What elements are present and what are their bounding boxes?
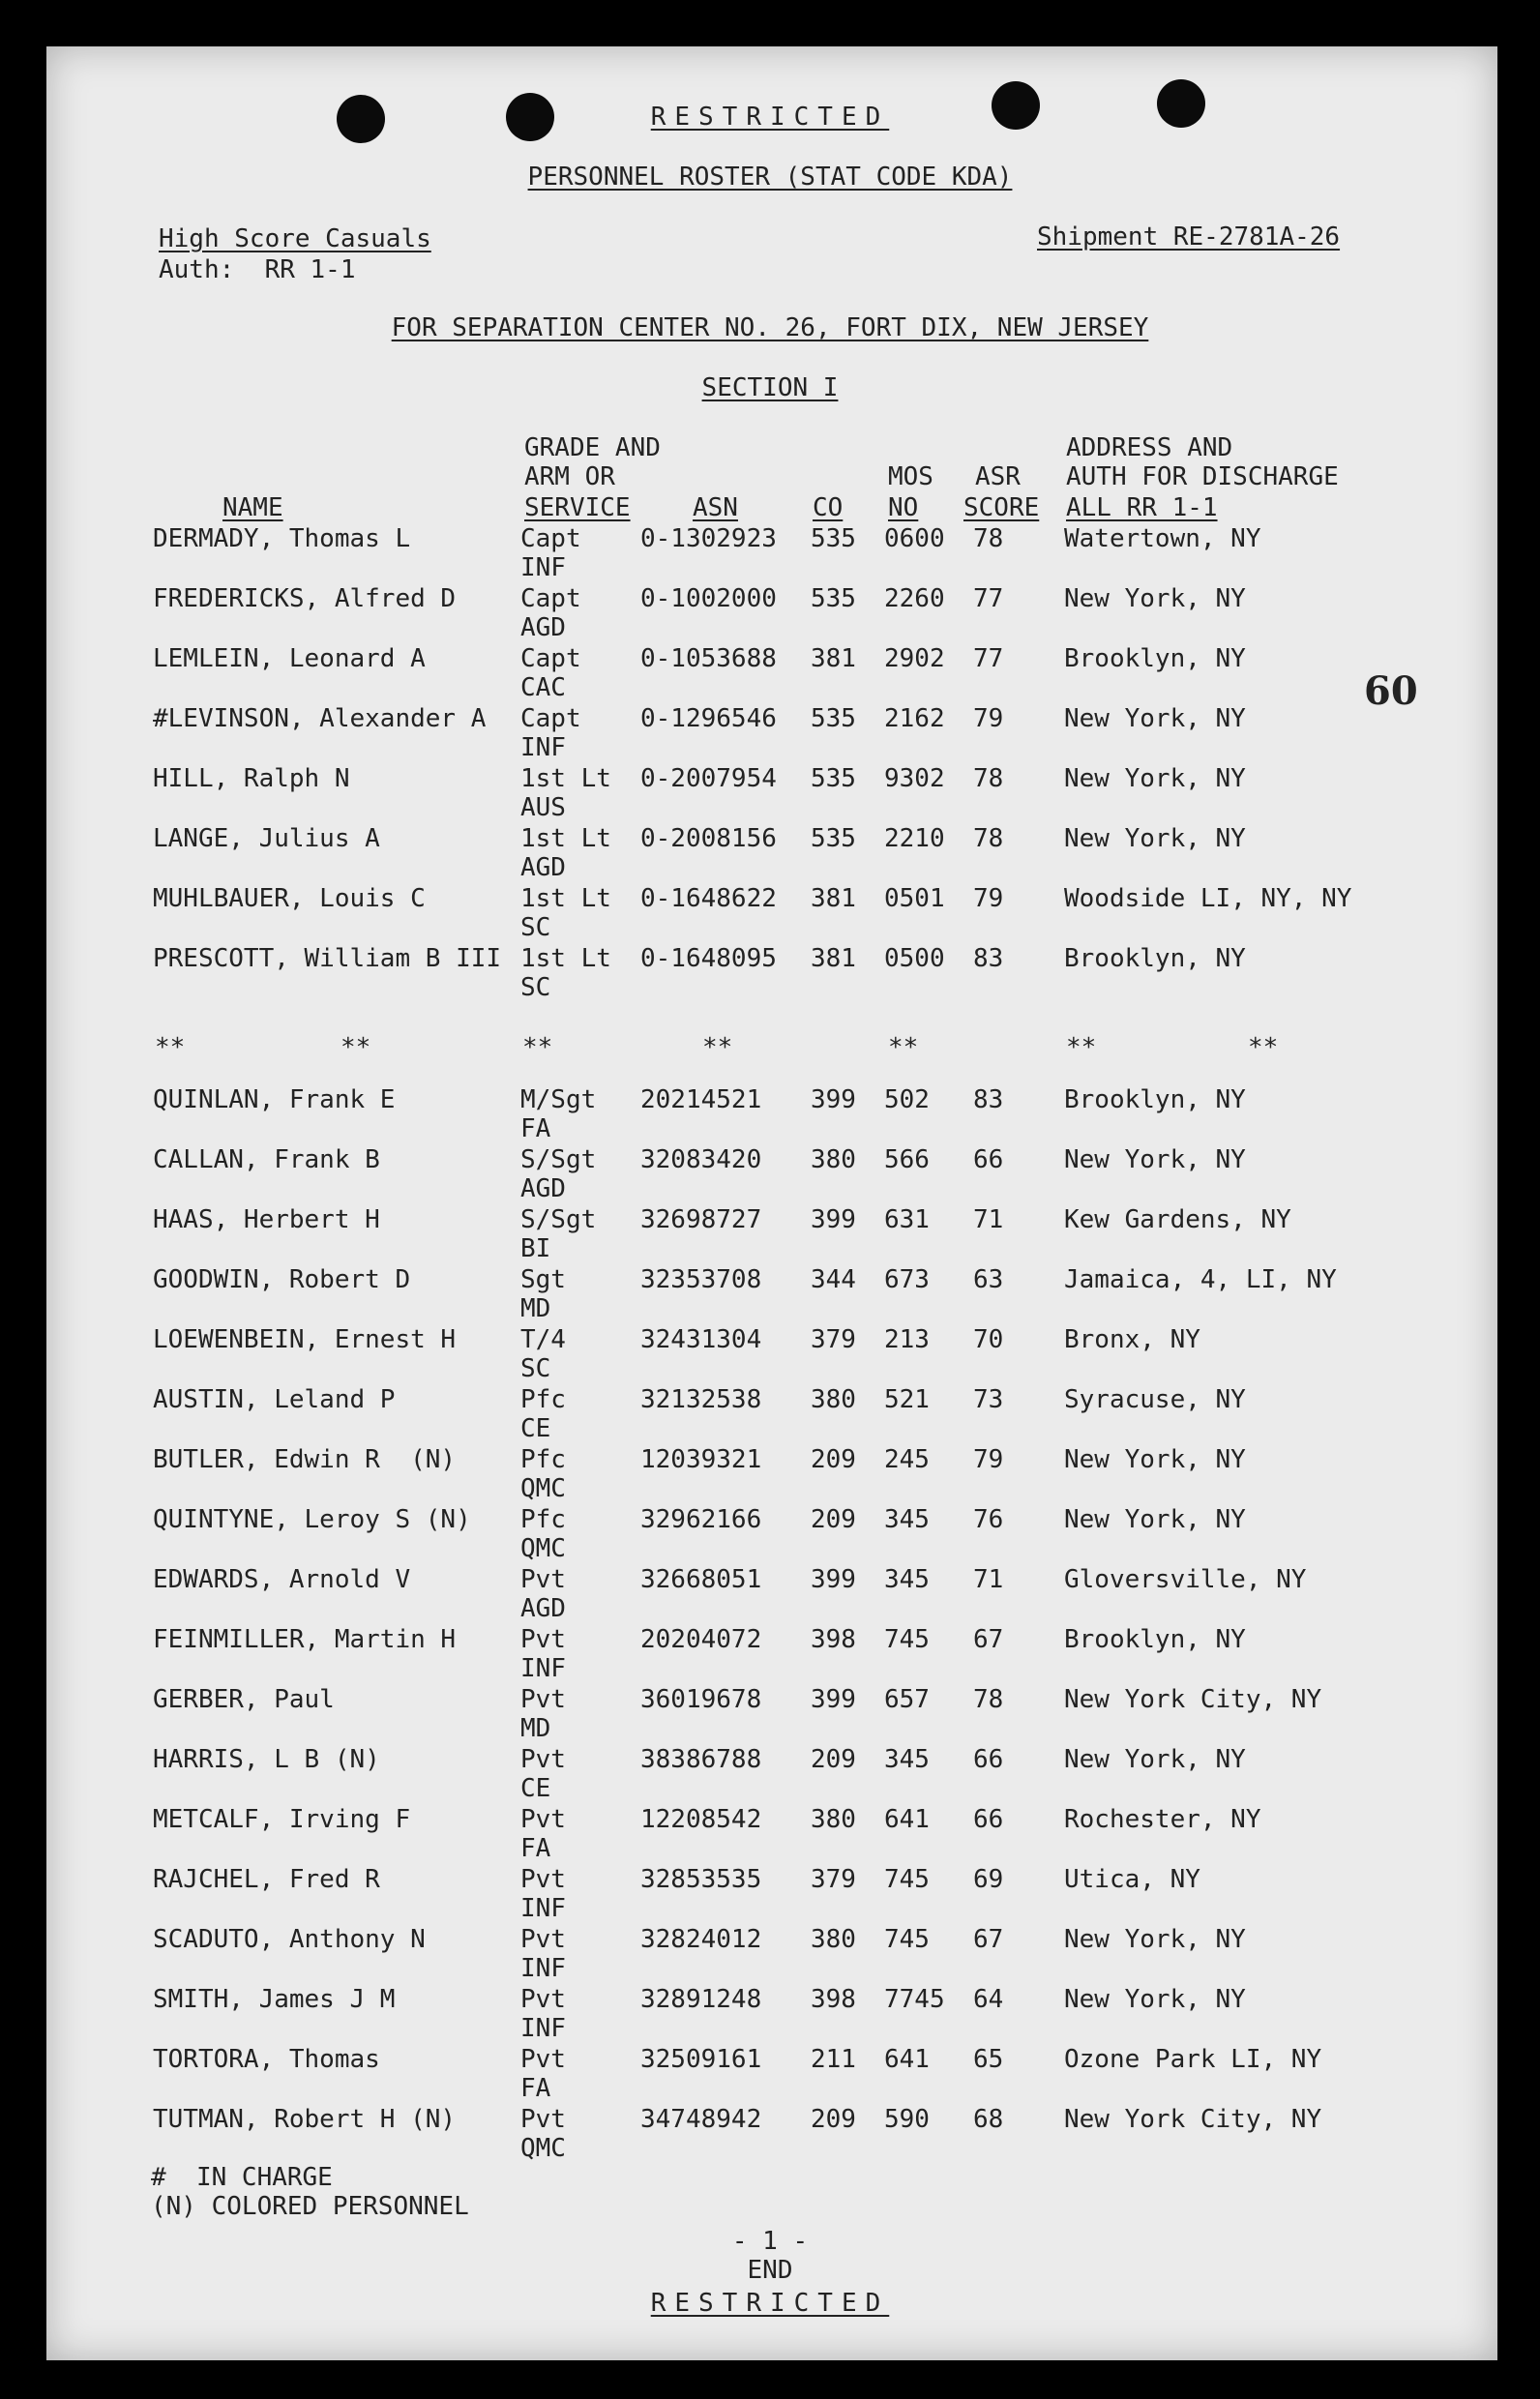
roster-title: PERSONNEL ROSTER (STAT CODE KDA) bbox=[527, 163, 1013, 192]
cell-arm: SC bbox=[520, 973, 551, 1002]
roster-row bbox=[0, 824, 1540, 884]
cell-mos: 345 bbox=[884, 1505, 930, 1534]
roster-row bbox=[0, 1745, 1540, 1805]
cell-grade: Pvt bbox=[520, 1925, 566, 1954]
roster-row bbox=[0, 1325, 1540, 1385]
cell-mos: 245 bbox=[884, 1445, 930, 1474]
cell-grade: T/4 bbox=[520, 1325, 566, 1354]
cell-co: 535 bbox=[811, 524, 856, 553]
cell-asr: 79 bbox=[973, 1445, 1004, 1474]
cell-mos: 590 bbox=[884, 2105, 930, 2134]
cell-arm: CE bbox=[520, 1774, 551, 1803]
cell-co: 209 bbox=[811, 1445, 856, 1474]
cell-address: Ozone Park LI, NY bbox=[1064, 2045, 1322, 2074]
cell-grade: Capt bbox=[520, 584, 581, 613]
cell-co: 399 bbox=[811, 1085, 856, 1114]
cell-asn: 0-1302923 bbox=[640, 524, 777, 553]
separator-mark: ** bbox=[522, 1033, 553, 1062]
cell-mos: 0501 bbox=[884, 884, 945, 913]
roster-row bbox=[0, 944, 1540, 1004]
cell-address: Rochester, NY bbox=[1064, 1805, 1261, 1834]
cell-grade: Pvt bbox=[520, 1865, 566, 1894]
cell-address: Bronx, NY bbox=[1064, 1325, 1200, 1354]
roster-row bbox=[0, 1505, 1540, 1565]
roster-row bbox=[0, 1445, 1540, 1505]
cell-asn: 0-2008156 bbox=[640, 824, 777, 853]
cell-grade: 1st Lt bbox=[520, 764, 611, 793]
cell-asn: 0-1648622 bbox=[640, 884, 777, 913]
cell-mos: 745 bbox=[884, 1625, 930, 1654]
cell-address: New York, NY bbox=[1064, 824, 1246, 853]
cell-name: MUHLBAUER, Louis C bbox=[153, 884, 426, 913]
cell-asr: 66 bbox=[973, 1145, 1004, 1174]
cell-co: 209 bbox=[811, 2105, 856, 2134]
cell-address: Brooklyn, NY bbox=[1064, 944, 1246, 973]
cell-grade: Pvt bbox=[520, 1805, 566, 1834]
roster-row bbox=[0, 1385, 1540, 1445]
cell-name: METCALF, Irving F bbox=[153, 1805, 411, 1834]
cell-asn: 20204072 bbox=[640, 1625, 762, 1654]
cell-asr: 67 bbox=[973, 1925, 1004, 1954]
cell-co: 380 bbox=[811, 1145, 856, 1174]
cell-arm: CE bbox=[520, 1414, 551, 1443]
roster-row bbox=[0, 1205, 1540, 1265]
cell-co: 380 bbox=[811, 1805, 856, 1834]
cell-mos: 0500 bbox=[884, 944, 945, 973]
roster-row bbox=[0, 1085, 1540, 1145]
cell-arm: QMC bbox=[520, 1534, 566, 1563]
col-grade-1: GRADE AND bbox=[524, 433, 661, 462]
col-asr-2: SCORE bbox=[963, 493, 1040, 522]
cell-asn: 32853535 bbox=[640, 1865, 762, 1894]
cell-asr: 65 bbox=[973, 2045, 1004, 2074]
page-mark: 60 bbox=[1364, 668, 1418, 714]
cell-asr: 67 bbox=[973, 1625, 1004, 1654]
roster-row bbox=[0, 524, 1540, 584]
cell-mos: 345 bbox=[884, 1565, 930, 1594]
cell-arm: INF bbox=[520, 1654, 566, 1683]
cell-name: CALLAN, Frank B bbox=[153, 1145, 380, 1174]
cell-asn: 32668051 bbox=[640, 1565, 762, 1594]
cell-mos: 673 bbox=[884, 1265, 930, 1294]
cell-co: 379 bbox=[811, 1865, 856, 1894]
roster-row bbox=[0, 1865, 1540, 1925]
cell-address: Brooklyn, NY bbox=[1064, 644, 1246, 673]
col-mos-1: MOS bbox=[888, 462, 933, 491]
roster-authority: Auth: RR 1-1 bbox=[159, 255, 356, 284]
cell-asr: 78 bbox=[973, 824, 1004, 853]
cell-asr: 71 bbox=[973, 1205, 1004, 1234]
cell-asn: 32698727 bbox=[640, 1205, 762, 1234]
cell-arm: SC bbox=[520, 1354, 551, 1383]
cell-grade: M/Sgt bbox=[520, 1085, 597, 1114]
col-grade-2: ARM OR bbox=[524, 462, 615, 491]
cell-mos: 502 bbox=[884, 1085, 930, 1114]
cell-co: 535 bbox=[811, 704, 856, 733]
cell-asn: 32431304 bbox=[640, 1325, 762, 1354]
cell-arm: BI bbox=[520, 1234, 551, 1263]
cell-name: LANGE, Julius A bbox=[153, 824, 380, 853]
cell-asn: 32132538 bbox=[640, 1385, 762, 1414]
cell-grade: Pvt bbox=[520, 1685, 566, 1714]
cell-arm: FA bbox=[520, 2074, 551, 2103]
cell-asn: 38386788 bbox=[640, 1745, 762, 1774]
cell-name: HILL, Ralph N bbox=[153, 764, 350, 793]
cell-arm: FA bbox=[520, 1834, 551, 1863]
cell-grade: 1st Lt bbox=[520, 824, 611, 853]
classification-top: RESTRICTED bbox=[650, 103, 890, 132]
cell-asr: 77 bbox=[973, 644, 1004, 673]
col-asn: ASN bbox=[693, 493, 738, 522]
roster-row bbox=[0, 704, 1540, 764]
cell-name: RAJCHEL, Fred R bbox=[153, 1865, 380, 1894]
cell-arm: QMC bbox=[520, 1474, 566, 1503]
cell-mos: 521 bbox=[884, 1385, 930, 1414]
cell-co: 381 bbox=[811, 644, 856, 673]
cell-name: #LEVINSON, Alexander A bbox=[153, 704, 487, 733]
classification-bottom: RESTRICTED bbox=[650, 2289, 890, 2318]
cell-arm: SC bbox=[520, 913, 551, 942]
cell-address: Jamaica, 4, LI, NY bbox=[1064, 1265, 1337, 1294]
roster-row bbox=[0, 2045, 1540, 2105]
cell-asn: 32891248 bbox=[640, 1985, 762, 2014]
cell-co: 535 bbox=[811, 764, 856, 793]
cell-mos: 0600 bbox=[884, 524, 945, 553]
cell-asn: 36019678 bbox=[640, 1685, 762, 1714]
cell-asr: 63 bbox=[973, 1265, 1004, 1294]
cell-asr: 83 bbox=[973, 944, 1004, 973]
cell-address: Gloversville, NY bbox=[1064, 1565, 1307, 1594]
cell-asn: 32353708 bbox=[640, 1265, 762, 1294]
roster-row bbox=[0, 764, 1540, 824]
cell-mos: 345 bbox=[884, 1745, 930, 1774]
cell-asr: 68 bbox=[973, 2105, 1004, 2134]
cell-name: EDWARDS, Arnold V bbox=[153, 1565, 411, 1594]
cell-name: HARRIS, L B (N) bbox=[153, 1745, 380, 1774]
cell-grade: Capt bbox=[520, 524, 581, 553]
cell-name: HAAS, Herbert H bbox=[153, 1205, 380, 1234]
cell-asn: 0-1648095 bbox=[640, 944, 777, 973]
cell-address: New York, NY bbox=[1064, 1925, 1246, 1954]
cell-asr: 78 bbox=[973, 524, 1004, 553]
cell-grade: Capt bbox=[520, 644, 581, 673]
cell-co: 535 bbox=[811, 584, 856, 613]
cell-arm: INF bbox=[520, 1894, 566, 1923]
cell-asn: 32083420 bbox=[640, 1145, 762, 1174]
page-number: - 1 - bbox=[731, 2227, 809, 2256]
col-addr-2: AUTH FOR DISCHARGE bbox=[1066, 462, 1339, 491]
separator-mark: ** bbox=[341, 1033, 371, 1062]
footnote-colored: (N) COLORED PERSONNEL bbox=[151, 2192, 469, 2221]
cell-co: 399 bbox=[811, 1565, 856, 1594]
cell-address: New York, NY bbox=[1064, 704, 1246, 733]
cell-arm: INF bbox=[520, 1954, 566, 1983]
cell-arm: QMC bbox=[520, 2134, 566, 2163]
cell-grade: Pvt bbox=[520, 1565, 566, 1594]
cell-co: 381 bbox=[811, 884, 856, 913]
cell-grade: Pfc bbox=[520, 1385, 566, 1414]
separator-mark: ** bbox=[888, 1033, 919, 1062]
cell-grade: Pfc bbox=[520, 1505, 566, 1534]
roster-row bbox=[0, 2105, 1540, 2165]
col-asr-1: ASR bbox=[975, 462, 1021, 491]
col-grade-3: SERVICE bbox=[524, 493, 631, 522]
cell-name: LEMLEIN, Leonard A bbox=[153, 644, 426, 673]
col-mos-2: NO bbox=[888, 493, 919, 522]
cell-arm: INF bbox=[520, 553, 566, 582]
end-mark: END bbox=[747, 2256, 793, 2285]
cell-address: Brooklyn, NY bbox=[1064, 1625, 1246, 1654]
cell-mos: 745 bbox=[884, 1925, 930, 1954]
cell-address: New York City, NY bbox=[1064, 2105, 1322, 2134]
cell-grade: Pvt bbox=[520, 1745, 566, 1774]
cell-asr: 73 bbox=[973, 1385, 1004, 1414]
cell-arm: AUS bbox=[520, 793, 566, 822]
cell-name: GERBER, Paul bbox=[153, 1685, 335, 1714]
separator-mark: ** bbox=[1248, 1033, 1279, 1062]
footnote-in-charge: # IN CHARGE bbox=[151, 2163, 333, 2192]
cell-asr: 79 bbox=[973, 884, 1004, 913]
cell-asr: 71 bbox=[973, 1565, 1004, 1594]
separator-mark: ** bbox=[1066, 1033, 1097, 1062]
cell-grade: S/Sgt bbox=[520, 1205, 597, 1234]
cell-asr: 78 bbox=[973, 1685, 1004, 1714]
cell-arm: MD bbox=[520, 1714, 551, 1743]
cell-name: TORTORA, Thomas bbox=[153, 2045, 380, 2074]
cell-co: 380 bbox=[811, 1385, 856, 1414]
roster-row bbox=[0, 1985, 1540, 2045]
roster-row bbox=[0, 884, 1540, 944]
cell-mos: 641 bbox=[884, 2045, 930, 2074]
roster-row bbox=[0, 584, 1540, 644]
cell-co: 209 bbox=[811, 1505, 856, 1534]
cell-co: 535 bbox=[811, 824, 856, 853]
cell-asn: 12208542 bbox=[640, 1805, 762, 1834]
cell-co: 399 bbox=[811, 1685, 856, 1714]
cell-mos: 631 bbox=[884, 1205, 930, 1234]
cell-co: 379 bbox=[811, 1325, 856, 1354]
cell-mos: 9302 bbox=[884, 764, 945, 793]
cell-co: 209 bbox=[811, 1745, 856, 1774]
cell-co: 211 bbox=[811, 2045, 856, 2074]
cell-grade: S/Sgt bbox=[520, 1145, 597, 1174]
cell-mos: 213 bbox=[884, 1325, 930, 1354]
cell-name: TUTMAN, Robert H (N) bbox=[153, 2105, 457, 2134]
cell-mos: 641 bbox=[884, 1805, 930, 1834]
cell-asr: 76 bbox=[973, 1505, 1004, 1534]
cell-name: LOEWENBEIN, Ernest H bbox=[153, 1325, 457, 1354]
cell-asn: 32509161 bbox=[640, 2045, 762, 2074]
cell-asn: 32962166 bbox=[640, 1505, 762, 1534]
cell-asr: 69 bbox=[973, 1865, 1004, 1894]
cell-mos: 7745 bbox=[884, 1985, 945, 2014]
roster-group: High Score Casuals bbox=[159, 224, 431, 253]
cell-grade: 1st Lt bbox=[520, 944, 611, 973]
cell-address: Syracuse, NY bbox=[1064, 1385, 1246, 1414]
col-name: NAME bbox=[222, 493, 283, 522]
col-addr-3: ALL RR 1-1 bbox=[1066, 493, 1218, 522]
cell-grade: Pfc bbox=[520, 1445, 566, 1474]
cell-address: New York, NY bbox=[1064, 1145, 1246, 1174]
cell-name: FREDERICKS, Alfred D bbox=[153, 584, 457, 613]
roster-row bbox=[0, 1625, 1540, 1685]
cell-mos: 2902 bbox=[884, 644, 945, 673]
destination: FOR SEPARATION CENTER NO. 26, FORT DIX, NEW JERSEY bbox=[391, 313, 1149, 342]
cell-arm: MD bbox=[520, 1294, 551, 1323]
cell-co: 398 bbox=[811, 1625, 856, 1654]
cell-arm: AGD bbox=[520, 613, 566, 642]
cell-address: New York, NY bbox=[1064, 764, 1246, 793]
cell-arm: CAC bbox=[520, 673, 566, 702]
cell-name: QUINTYNE, Leroy S (N) bbox=[153, 1505, 471, 1534]
cell-address: Kew Gardens, NY bbox=[1064, 1205, 1291, 1234]
cell-asn: 34748942 bbox=[640, 2105, 762, 2134]
roster-row bbox=[0, 1265, 1540, 1325]
shipment-number: Shipment RE-2781A-26 bbox=[1037, 222, 1341, 252]
roster-row bbox=[0, 1565, 1540, 1625]
cell-asn: 0-2007954 bbox=[640, 764, 777, 793]
roster-row bbox=[0, 1805, 1540, 1865]
cell-co: 380 bbox=[811, 1925, 856, 1954]
roster-row bbox=[0, 1925, 1540, 1985]
cell-name: BUTLER, Edwin R (N) bbox=[153, 1445, 457, 1474]
cell-address: New York, NY bbox=[1064, 1445, 1246, 1474]
cell-co: 381 bbox=[811, 944, 856, 973]
cell-name: PRESCOTT, William B III bbox=[153, 944, 502, 973]
cell-name: SCADUTO, Anthony N bbox=[153, 1925, 426, 1954]
col-co: CO bbox=[813, 493, 844, 522]
col-addr-1: ADDRESS AND bbox=[1066, 433, 1233, 462]
cell-grade: Capt bbox=[520, 704, 581, 733]
cell-grade: Pvt bbox=[520, 1625, 566, 1654]
cell-name: AUSTIN, Leland P bbox=[153, 1385, 396, 1414]
separator-mark: ** bbox=[702, 1033, 733, 1062]
cell-arm: INF bbox=[520, 733, 566, 762]
cell-arm: INF bbox=[520, 2014, 566, 2043]
cell-address: Utica, NY bbox=[1064, 1865, 1200, 1894]
cell-address: New York, NY bbox=[1064, 584, 1246, 613]
cell-asr: 77 bbox=[973, 584, 1004, 613]
section-heading: SECTION I bbox=[701, 373, 839, 402]
cell-arm: AGD bbox=[520, 853, 566, 882]
cell-name: DERMADY, Thomas L bbox=[153, 524, 411, 553]
cell-asr: 70 bbox=[973, 1325, 1004, 1354]
roster-row bbox=[0, 1145, 1540, 1205]
roster-row bbox=[0, 644, 1540, 714]
cell-arm: FA bbox=[520, 1114, 551, 1143]
cell-address: New York, NY bbox=[1064, 1505, 1246, 1534]
cell-asr: 83 bbox=[973, 1085, 1004, 1114]
cell-address: Woodside LI, NY, NY bbox=[1064, 884, 1352, 913]
cell-grade: Pvt bbox=[520, 2105, 566, 2134]
cell-mos: 745 bbox=[884, 1865, 930, 1894]
cell-address: New York City, NY bbox=[1064, 1685, 1322, 1714]
cell-asr: 78 bbox=[973, 764, 1004, 793]
cell-grade: Pvt bbox=[520, 2045, 566, 2074]
cell-arm: AGD bbox=[520, 1174, 566, 1203]
cell-asr: 66 bbox=[973, 1805, 1004, 1834]
cell-arm: AGD bbox=[520, 1594, 566, 1623]
cell-co: 399 bbox=[811, 1205, 856, 1234]
cell-name: GOODWIN, Robert D bbox=[153, 1265, 411, 1294]
cell-address: New York, NY bbox=[1064, 1745, 1246, 1774]
cell-asr: 64 bbox=[973, 1985, 1004, 2014]
cell-name: QUINLAN, Frank E bbox=[153, 1085, 396, 1114]
cell-address: New York, NY bbox=[1064, 1985, 1246, 2014]
cell-grade: 1st Lt bbox=[520, 884, 611, 913]
cell-mos: 2210 bbox=[884, 824, 945, 853]
cell-asr: 66 bbox=[973, 1745, 1004, 1774]
cell-asn: 0-1002000 bbox=[640, 584, 777, 613]
cell-mos: 2260 bbox=[884, 584, 945, 613]
cell-asn: 0-1053688 bbox=[640, 644, 777, 673]
cell-mos: 2162 bbox=[884, 704, 945, 733]
cell-name: SMITH, James J M bbox=[153, 1985, 396, 2014]
cell-co: 398 bbox=[811, 1985, 856, 2014]
cell-asn: 32824012 bbox=[640, 1925, 762, 1954]
cell-grade: Sgt bbox=[520, 1265, 566, 1294]
cell-grade: Pvt bbox=[520, 1985, 566, 2014]
cell-asr: 79 bbox=[973, 704, 1004, 733]
cell-address: Brooklyn, NY bbox=[1064, 1085, 1246, 1114]
cell-address: Watertown, NY bbox=[1064, 524, 1261, 553]
cell-asn: 0-1296546 bbox=[640, 704, 777, 733]
cell-mos: 657 bbox=[884, 1685, 930, 1714]
cell-mos: 566 bbox=[884, 1145, 930, 1174]
roster-row bbox=[0, 1685, 1540, 1745]
separator-mark: ** bbox=[155, 1033, 186, 1062]
cell-asn: 20214521 bbox=[640, 1085, 762, 1114]
cell-name: FEINMILLER, Martin H bbox=[153, 1625, 457, 1654]
cell-asn: 12039321 bbox=[640, 1445, 762, 1474]
cell-co: 344 bbox=[811, 1265, 856, 1294]
